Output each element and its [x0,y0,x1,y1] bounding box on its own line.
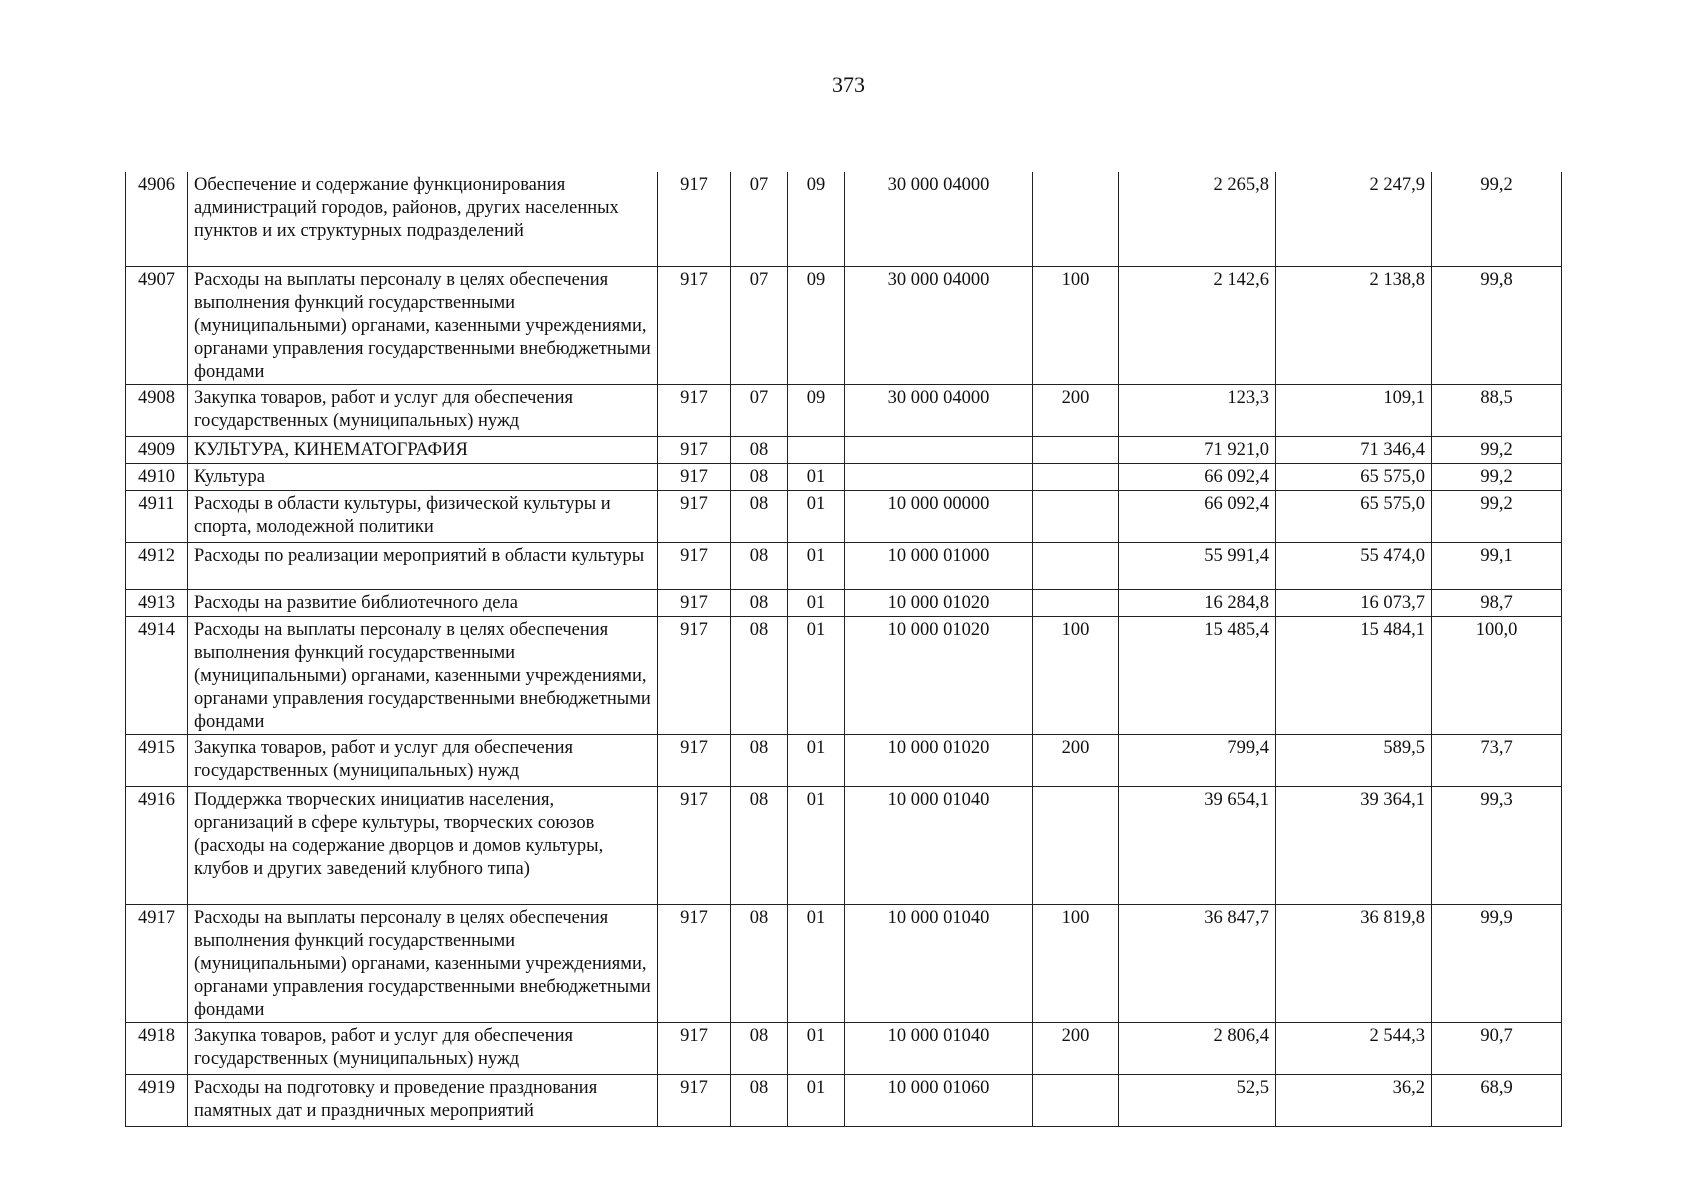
department-code: 917 [658,904,731,1022]
row-number: 4910 [126,463,188,490]
actual-amount: 71 346,4 [1276,436,1432,463]
department-code: 917 [658,172,731,266]
item-name: Культура [188,463,658,490]
item-name: Расходы на выплаты персоналу в целях обеспечения выполнения функций государственными (муниципальными) органами, казенными учреждениями, органами управления государственными внебюджетными фондами [188,904,658,1022]
table-row [126,542,1562,589]
item-name: Поддержка творческих инициатив населения, организаций в сфере культуры, творческих союзов (расходы на содержание дворцов и домов культуры, клубов и других заведений клубного типа) [188,786,658,904]
section-code: 08 [731,616,788,734]
planned-amount: 71 921,0 [1119,436,1276,463]
target-article-code: 10 000 01060 [845,1074,1033,1126]
planned-amount: 36 847,7 [1119,904,1276,1022]
table-row [126,490,1562,542]
expense-type-code [1033,1074,1119,1126]
item-name: Закупка товаров, работ и услуг для обеспечения государственных (муниципальных) нужд [188,734,658,786]
table-row [126,436,1562,463]
target-article-code [845,436,1033,463]
section-code: 08 [731,490,788,542]
expense-type-code: 200 [1033,734,1119,786]
execution-percent: 99,2 [1432,490,1562,542]
expense-type-code: 200 [1033,1022,1119,1074]
expense-type-code: 100 [1033,266,1119,384]
item-name: Закупка товаров, работ и услуг для обеспечения государственных (муниципальных) нужд [188,1022,658,1074]
item-name: Закупка товаров, работ и услуг для обеспечения государственных (муниципальных) нужд [188,384,658,436]
actual-amount: 2 247,9 [1276,172,1432,266]
section-code: 07 [731,384,788,436]
planned-amount: 2 142,6 [1119,266,1276,384]
planned-amount: 2 806,4 [1119,1022,1276,1074]
actual-amount: 16 073,7 [1276,589,1432,616]
execution-percent: 68,9 [1432,1074,1562,1126]
execution-percent: 99,1 [1432,542,1562,589]
planned-amount: 123,3 [1119,384,1276,436]
row-number: 4915 [126,734,188,786]
section-code: 08 [731,734,788,786]
target-article-code: 10 000 01000 [845,542,1033,589]
execution-percent: 73,7 [1432,734,1562,786]
item-name: Расходы в области культуры, физической культуры и спорта, молодежной политики [188,490,658,542]
target-article-code: 10 000 01020 [845,616,1033,734]
target-article-code [845,463,1033,490]
table-row [126,616,1562,734]
row-number: 4909 [126,436,188,463]
section-code: 07 [731,172,788,266]
execution-percent: 99,2 [1432,463,1562,490]
section-code: 08 [731,589,788,616]
subsection-code: 01 [788,616,845,734]
actual-amount: 15 484,1 [1276,616,1432,734]
planned-amount: 66 092,4 [1119,463,1276,490]
actual-amount: 55 474,0 [1276,542,1432,589]
row-number: 4908 [126,384,188,436]
item-name: Расходы на подготовку и проведение празднования памятных дат и праздничных мероприятий [188,1074,658,1126]
department-code: 917 [658,542,731,589]
row-number: 4906 [126,172,188,266]
target-article-code: 10 000 01020 [845,734,1033,786]
subsection-code: 01 [788,463,845,490]
target-article-code: 30 000 04000 [845,384,1033,436]
section-code: 08 [731,542,788,589]
department-code: 917 [658,384,731,436]
target-article-code: 10 000 01040 [845,904,1033,1022]
table-row [126,463,1562,490]
execution-percent: 99,8 [1432,266,1562,384]
target-article-code: 30 000 04000 [845,172,1033,266]
row-number: 4917 [126,904,188,1022]
expense-type-code: 100 [1033,616,1119,734]
department-code: 917 [658,463,731,490]
expense-type-code [1033,436,1119,463]
execution-percent: 99,2 [1432,172,1562,266]
expense-type-code [1033,463,1119,490]
execution-percent: 90,7 [1432,1022,1562,1074]
expense-type-code: 200 [1033,384,1119,436]
table-row [126,1022,1562,1074]
planned-amount: 2 265,8 [1119,172,1276,266]
row-number: 4916 [126,786,188,904]
planned-amount: 52,5 [1119,1074,1276,1126]
subsection-code [788,436,845,463]
actual-amount: 65 575,0 [1276,490,1432,542]
table-row [126,734,1562,786]
subsection-code: 09 [788,384,845,436]
section-code: 08 [731,463,788,490]
subsection-code: 01 [788,589,845,616]
execution-percent: 99,3 [1432,786,1562,904]
table-row [126,1074,1562,1126]
table-row [126,904,1562,1022]
target-article-code: 30 000 04000 [845,266,1033,384]
planned-amount: 39 654,1 [1119,786,1276,904]
department-code: 917 [658,1074,731,1126]
execution-percent: 99,9 [1432,904,1562,1022]
section-code: 08 [731,1022,788,1074]
section-code: 08 [731,904,788,1022]
item-name: КУЛЬТУРА, КИНЕМАТОГРАФИЯ [188,436,658,463]
department-code: 917 [658,786,731,904]
actual-amount: 2 138,8 [1276,266,1432,384]
planned-amount: 55 991,4 [1119,542,1276,589]
actual-amount: 36 819,8 [1276,904,1432,1022]
planned-amount: 66 092,4 [1119,490,1276,542]
department-code: 917 [658,1022,731,1074]
target-article-code: 10 000 01040 [845,786,1033,904]
table-row [126,786,1562,904]
table-row [126,384,1562,436]
subsection-code: 01 [788,904,845,1022]
row-number: 4907 [126,266,188,384]
table-row [126,172,1562,266]
department-code: 917 [658,266,731,384]
row-number: 4912 [126,542,188,589]
section-code: 08 [731,1074,788,1126]
subsection-code: 01 [788,786,845,904]
row-number: 4918 [126,1022,188,1074]
table-body [126,172,1562,1126]
item-name: Расходы на развитие библиотечного дела [188,589,658,616]
item-name: Расходы на выплаты персоналу в целях обеспечения выполнения функций государственными (муниципальными) органами, казенными учреждениями, органами управления государственными внебюджетными фондами [188,266,658,384]
actual-amount: 589,5 [1276,734,1432,786]
target-article-code: 10 000 01040 [845,1022,1033,1074]
expense-type-code [1033,172,1119,266]
subsection-code: 09 [788,172,845,266]
subsection-code: 01 [788,542,845,589]
table-row [126,266,1562,384]
department-code: 917 [658,436,731,463]
actual-amount: 39 364,1 [1276,786,1432,904]
subsection-code: 01 [788,490,845,542]
page-number: 373 [832,72,865,97]
subsection-code: 09 [788,266,845,384]
actual-amount: 65 575,0 [1276,463,1432,490]
department-code: 917 [658,589,731,616]
execution-percent: 98,7 [1432,589,1562,616]
section-code: 08 [731,436,788,463]
expense-type-code [1033,542,1119,589]
planned-amount: 15 485,4 [1119,616,1276,734]
row-number: 4914 [126,616,188,734]
budget-table [125,172,1562,1127]
row-number: 4919 [126,1074,188,1126]
target-article-code: 10 000 01020 [845,589,1033,616]
expense-type-code [1033,589,1119,616]
table-row [126,589,1562,616]
subsection-code: 01 [788,1022,845,1074]
actual-amount: 109,1 [1276,384,1432,436]
execution-percent: 100,0 [1432,616,1562,734]
actual-amount: 36,2 [1276,1074,1432,1126]
department-code: 917 [658,734,731,786]
item-name: Расходы по реализации мероприятий в области культуры [188,542,658,589]
execution-percent: 88,5 [1432,384,1562,436]
row-number: 4913 [126,589,188,616]
row-number: 4911 [126,490,188,542]
department-code: 917 [658,616,731,734]
item-name: Обеспечение и содержание функционирования администраций городов, районов, других населенных пунктов и их структурных подразделений [188,172,658,266]
subsection-code: 01 [788,1074,845,1126]
section-code: 08 [731,786,788,904]
section-code: 07 [731,266,788,384]
target-article-code: 10 000 00000 [845,490,1033,542]
expense-type-code [1033,490,1119,542]
expense-type-code [1033,786,1119,904]
actual-amount: 2 544,3 [1276,1022,1432,1074]
subsection-code: 01 [788,734,845,786]
item-name: Расходы на выплаты персоналу в целях обеспечения выполнения функций государственными (муниципальными) органами, казенными учреждениями, органами управления государственными внебюджетными фондами [188,616,658,734]
department-code: 917 [658,490,731,542]
execution-percent: 99,2 [1432,436,1562,463]
planned-amount: 16 284,8 [1119,589,1276,616]
planned-amount: 799,4 [1119,734,1276,786]
expense-type-code: 100 [1033,904,1119,1022]
